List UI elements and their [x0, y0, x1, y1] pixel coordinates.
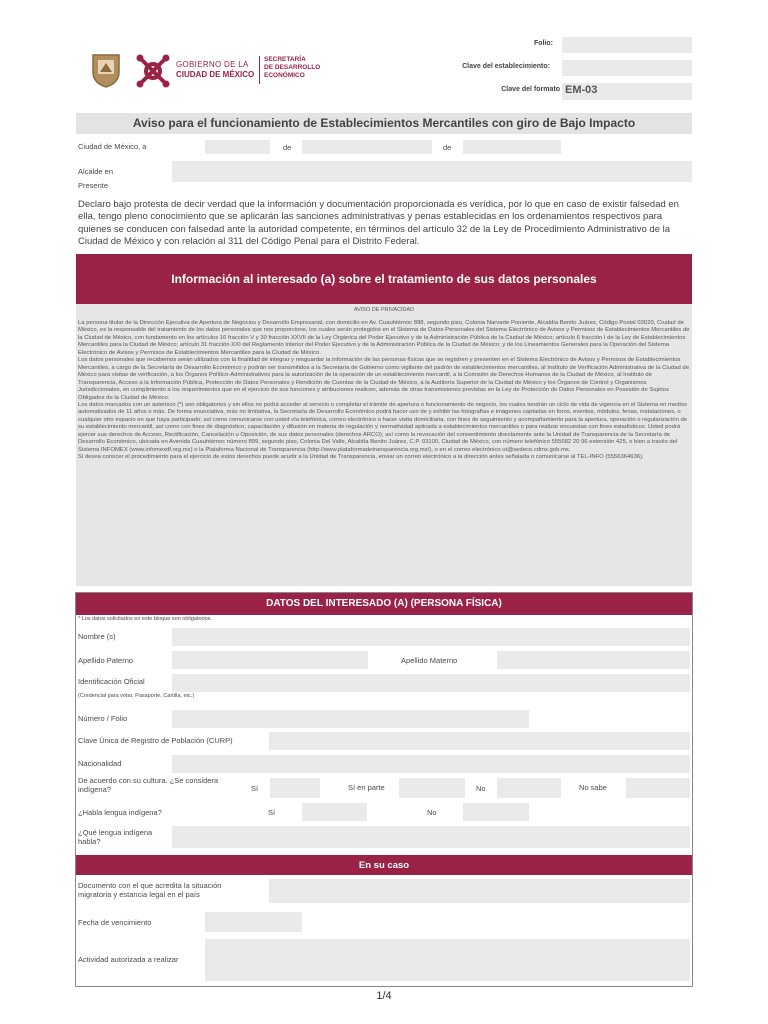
alcalde-label: Alcalde en — [78, 167, 114, 176]
year-field[interactable] — [463, 140, 561, 154]
title-bar — [76, 113, 692, 134]
indigena-si-en-parte-label: Sí en parte — [348, 783, 385, 792]
month-field[interactable] — [302, 140, 432, 154]
page-title: Aviso para el funcionamiento de Establecimientos Mercantiles con giro de Bajo Impacto — [132, 116, 636, 130]
privacy-band-title: Información al interesado (a) sobre el tratamiento de sus datos personales — [171, 272, 597, 286]
lengua-si-label: Sí — [268, 808, 276, 817]
secretaria-line-2: DE DESARROLLO — [264, 64, 321, 71]
lengua-si-box[interactable] — [302, 803, 367, 821]
que-lengua-label-line-1: ¿Qué lengua indígena — [78, 828, 153, 837]
day-field[interactable] — [205, 140, 270, 154]
lengua-label: ¿Habla lengua indígena? — [78, 808, 162, 817]
ciudad-label: Ciudad de México, a — [78, 142, 147, 151]
logo-line-1: GOBIERNO DE LA — [176, 60, 249, 69]
gobierno-logo-text — [176, 60, 254, 80]
indigena-no-sabe-label: No sabe — [579, 783, 607, 792]
declaration-text: Declaro bajo protesta de decir verdad que la información y documentación proporcionada es verídica, por lo que en caso de existir falsedad en ella, tengo pleno conocimiento que se aplicarán las sanciones administrativas y penas establecidas en los ordenamientos respectivos para quienes se conducen con falsedad ante la autoridad competente, en términos del artículo 32 de la Ley de Procedimiento Administrativo de la Ciudad de México y con relación al 311 del Código Penal para el Distrito Federal. — [78, 199, 679, 248]
interesado-band-title: DATOS DEL INTERESADO (A) (PERSONA FÍSICA) — [266, 598, 502, 609]
indigena-no-box[interactable] — [497, 778, 561, 798]
secretaria-line-3: ECONÓMICO — [264, 72, 305, 79]
cdmx-logo-icon — [132, 50, 174, 92]
clave-establecimiento-field[interactable] — [562, 60, 692, 76]
secretaria-logo-text — [264, 56, 320, 80]
folio-label: Folio: — [533, 40, 553, 47]
en-su-caso-band — [76, 855, 692, 875]
privacy-box — [76, 304, 692, 586]
interesado-band — [76, 593, 692, 615]
apellido-materno-label: Apellido Materno — [401, 656, 458, 665]
privacy-body: La persona titular de la Dirección Ejecutiva de Apertura de Negocios y Desarrollo Empresarial, con domicilio en Av. Cuauhtémoc 898, segundo piso, Colonia Narvarte Poniente, Alcaldía Benito Juárez, Código Postal 03020, Ciudad de México, es la responsable del tratamiento de los datos personales que nos proporcione, los cuales serán protegidos en el Sistema de Datos Personales del Sistema Electrónico de Avisos y Permisos de Establecimientos Mercantiles de la Ciudad de México, con fundamento en los artículos 16 fracción V y 30 fracción XXVII de la Ley Orgánica del Poder Ejecutivo y de la Administración Pública de la Ciudad de México; artículo 6 fracción I de la Ley de Establecimientos Mercantiles para la Ciudad de México; artículo 31 fracción XXI del Reglamento Interior del Poder Ejecutivo y de la Administración Pública de la Ciudad de México; y de los Lineamientos Generales para la Operación del Sistema Electrónico de Avisos y Permisos de Establecimientos Mercantiles para la Ciudad de México. Los datos personales que recabemos serán utilizados con la finalidad de integrar y resguardar la información de las personas físicas que se registren y presenten en el Sistema Electrónico de Avisos y Permisos de Establecimientos Mercantiles, a cargo de la Secretaría de Desarrollo Económico y podrán ser transmitidos a la Secretaría de Gobierno como vigilante del padrón de establecimientos mercantiles, al Instituto de Verificación Administrativa de la Ciudad de México para visitas de verificación, a los Órganos Político-Administrativos para la autorización de la operación de un establecimiento mercantil, a la Comisión de Derechos Humanos de la Ciudad de México, al Instituto de Transparencia, Acceso a la Información Pública, Protección de Datos Personales y Rendición de Cuentas de la Ciudad de México, a la Auditoría Superior de la Ciudad de México y los Órganos de Control y Organismos Jurisdiccionales, en cumplimiento a los requerimientos que en el ejercicio de sus funciones y atribuciones realicen, además de otras transmisiones previstas en la Ley de Protección de Datos Personales en Posesión de Sujetos Obligados de la Ciudad de México. Los datos marcados con un asterisco (*) son obligatorios y sin ellos no podrá acceder al servicio o completar el trámite de apertura o funcionamiento de negocio, los cuales tendrán un ciclo de vida de vigencia en el Sistema en medios automatizados de 11 años o más. De forma enunciativa, más no limitativa, la Secretaría de Desarrollo Económico podrá hacer uso de y exhibir las fotografías e imágenes captadas en foros, eventos, módulos, ferias, instalaciones, o cualquier otro espacio en que haya participado; así como comunicarse con usted vía telefónica, correo electrónico o hacer visita domiciliaria, con fines de seguimiento y acompañamiento para la apertura, operación o regularización de su establecimiento mercantil, así como con fines de diagnóstico, capacitación y difusión en materia de regulación y normatividad aplicada a establecimientos mercantiles o para realizar encuestas con fines estadísticos. Usted podrá ejercer sus derechos de Acceso, Rectificación, Cancelación u Oposición, de sus datos personales (derechos ARCO); así como la revocación del consentimiento directamente ante la Unidad de Transparencia de la Secretaría de Desarrollo Económico, ubicada en Avenida Cuauhtémoc número 899, segundo piso, Colonia Del Valle, Alcaldía Benito Juárez, C.P. 03100, Ciudad de México, con número telefónico 555682 20 96 extensión 425, o bien a través del Sistema INFOMEX (www.infomexdf.org.mx) o la Plataforma Nacional de Transparencia (http://www.plataformadetransparencia.org.mx/), o en el correo electrónico ut@sedeco.cdmx.gob.mx. Si desea conocer el procedimiento para el ejercicio de estos derechos puede acudir a la Unidad de Transparencia, enviar un correo electrónico a la dirección antes señalada o comunicarse al TEL-INFO (5556364636). — [78, 320, 690, 461]
coat-of-arms-icon — [90, 52, 122, 88]
indigena-si-label: Sí — [251, 784, 259, 793]
alcaldia-field[interactable] — [172, 161, 692, 182]
indigena-label — [78, 776, 218, 795]
clave-formato-field — [562, 83, 692, 100]
fecha-vencimiento-field[interactable] — [205, 912, 302, 932]
curp-label: Clave Única de Registro de Población (CURP) — [78, 736, 233, 745]
en-su-caso-title: En su caso — [358, 860, 410, 871]
identificacion-field[interactable] — [172, 674, 690, 692]
nombre-label: Nombre (s) — [78, 632, 116, 641]
lengua-no-box[interactable] — [463, 803, 529, 821]
clave-formato-label: Clave del formato — [501, 86, 560, 93]
nacionalidad-field[interactable] — [172, 755, 690, 773]
presente-label: Presente — [78, 181, 109, 190]
clave-establecimiento-label: Clave del establecimiento: — [462, 63, 550, 70]
actividad-field[interactable] — [205, 939, 690, 981]
logo-divider — [259, 56, 260, 84]
documento-field[interactable] — [269, 879, 690, 903]
secretaria-line-1: SECRETARÍA — [264, 56, 306, 63]
documento-label-line-1: Documento con el que acredita la situación — [78, 881, 222, 890]
indigena-label-line-1: De acuerdo con su cultura. ¿Se considera — [78, 776, 219, 785]
privacy-heading: AVISO DE PRIVACIDAD — [353, 307, 415, 313]
nacionalidad-label: Nacionalidad — [78, 759, 122, 768]
numero-folio-field[interactable] — [172, 710, 529, 728]
nombre-field[interactable] — [172, 628, 690, 646]
lengua-no-label: No — [427, 808, 437, 817]
documento-label — [78, 881, 221, 900]
indigena-si-box[interactable] — [270, 778, 320, 798]
apellido-materno-field[interactable] — [497, 651, 690, 669]
curp-field[interactable] — [269, 732, 690, 750]
apellido-paterno-label: Apellido Paterno — [78, 656, 134, 665]
numero-folio-label: Número / Folio — [78, 714, 128, 723]
page-number: 1/4 — [376, 990, 392, 1002]
actividad-label: Actividad autorizada a realizar — [78, 955, 179, 964]
que-lengua-field[interactable] — [172, 826, 690, 848]
fecha-vencimiento-label: Fecha de vencimiento — [78, 918, 152, 927]
de-label-1: de — [283, 143, 292, 152]
que-lengua-label — [78, 828, 152, 847]
indigena-no-sabe-box[interactable] — [626, 778, 690, 798]
de-label-2: de — [443, 143, 452, 152]
identificacion-label: Identificación Oficial — [78, 677, 145, 686]
folio-field[interactable] — [562, 37, 692, 53]
privacy-band — [76, 254, 692, 304]
indigena-no-label: No — [476, 784, 486, 793]
clave-formato-value: EM-03 — [565, 84, 598, 96]
obligatorios-note: * Los datos solicitados en este bloque son obligatorios. — [78, 616, 212, 622]
indigena-si-en-parte-box[interactable] — [399, 778, 465, 798]
identificacion-sub: (Credencial para votar, Pasaporte, Cartilla, etc.) — [78, 693, 195, 699]
documento-label-line-2: migratoria y estancia legal en el país — [78, 890, 200, 900]
que-lengua-label-line-2: habla? — [78, 837, 101, 847]
indigena-label-line-2: indígena? — [78, 785, 111, 795]
apellido-paterno-field[interactable] — [172, 651, 368, 669]
logo-line-2: CIUDAD DE MÉXICO — [176, 70, 255, 79]
